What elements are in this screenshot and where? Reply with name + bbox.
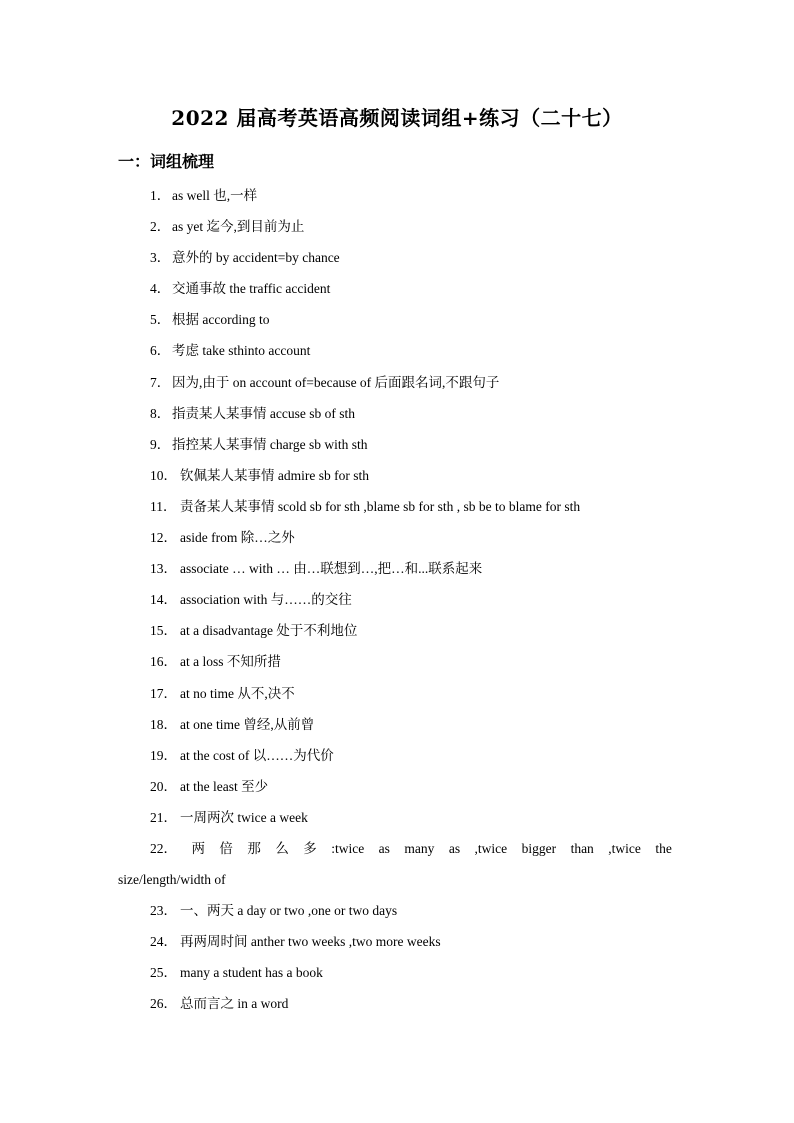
page-title: 2022 届高考英语高频阅读词组+练习（二十七）	[171, 106, 623, 130]
list-item: 26． 总而言之 in a word	[150, 996, 289, 1012]
list-item: 10． 钦佩某人某事情 admire sb for sth	[150, 467, 369, 483]
list-item: 13． associate … with … 由…联想到…,把…和...联系起来	[150, 561, 483, 577]
list-item	[118, 837, 680, 899]
list-item: 1． as well 也,一样	[150, 188, 258, 203]
list-item: 17． at no time 从不,决不	[150, 685, 295, 701]
list-item: 2． as yet 迄今,到目前为止	[150, 219, 305, 235]
list-item: 11． 责备某人某事情 scold sb for sth ,blame sb for sth , sb be to blame for sth	[150, 498, 581, 514]
list-item: 20． at the least 至少	[150, 778, 269, 794]
list-item: 5． 根据 according to	[150, 312, 270, 328]
phrase-list	[118, 184, 680, 1024]
list-item: 3． 意外的 by accident=by chance	[150, 250, 340, 266]
list-item: 14． association with 与……的交往	[150, 592, 352, 608]
list-item: 9． 指控某人某事情 charge sb with sth	[150, 436, 368, 452]
list-item: 25． many a student has a book	[150, 965, 323, 981]
list-item: 15． at a disadvantage 处于不利地位	[150, 623, 358, 639]
list-item: 19． at the cost of 以……为代价	[150, 747, 334, 763]
list-item: 16． at a loss 不知所措	[150, 654, 281, 670]
list-item: 23． 一、两天 a day or two ,one or two days	[150, 903, 398, 919]
wrapped-line: 22． 两 倍 那 么 多 :twice as many as ,twice bigger than ,twice the	[150, 840, 672, 856]
list-item: 21． 一周两次 twice a week	[150, 809, 308, 825]
list-item: 24． 再两周时间 anther two weeks ,two more weeks	[150, 934, 441, 950]
list-item: 6． 考虑 take sthinto account	[150, 343, 311, 359]
section-heading: 一：词组梳理	[118, 152, 215, 171]
wrapped-continuation: size/length/width of	[118, 871, 226, 887]
list-item: 7． 因为,由于 on account of=because of 后面跟名词,不跟句子	[150, 374, 500, 390]
list-item: 12． aside from 除…之外	[150, 530, 295, 546]
list-item: 8． 指责某人某事情 accuse sb of sth	[150, 405, 355, 421]
list-item: 4． 交通事故 the traffic accident	[150, 281, 331, 297]
list-item: 18． at one time 曾经,从前曾	[150, 716, 315, 732]
